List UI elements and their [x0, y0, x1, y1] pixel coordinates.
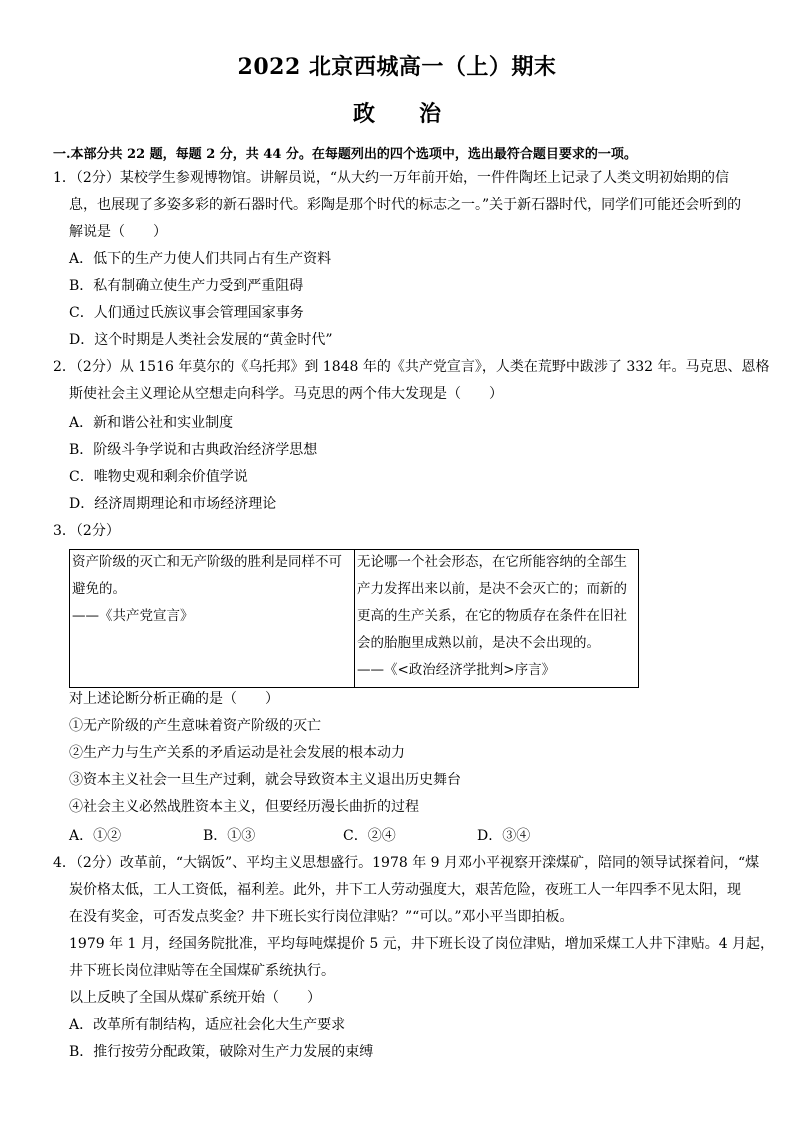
section-intro: 一.本部分共 22 题，每题 2 分，共 44 分。在每题列出的四个选项中，选出最符合题目要求的一项。 [53, 147, 637, 162]
q4-stem-line-3: 在没有奖金，可否发点奖金？井下班长实行岗位津贴？”“可以。”邓小平当即拍板。 [69, 909, 574, 925]
right-cell-source: ——《<政治经济学批判>序言》 [357, 662, 556, 678]
page-title: 2022 北京西城高一（上）期末 [237, 54, 557, 80]
q4-stem-line-4: 1979 年 1 月，经国务院批准，平均每吨煤提价 5 元，井下班长设了岗位津贴，增加采煤工人井下津贴。4 月起， [69, 936, 775, 952]
right-cell-line-4: 会的胎胞里成熟以前，是决不会出现的。 [357, 635, 600, 651]
q2-option-a: A．新和谐公社和实业制度 [69, 415, 234, 431]
q1-option-b: B．私有制确立使生产力受到严重阻碍 [69, 278, 304, 294]
q3-statement-2: ②生产力与生产关系的矛盾运动是社会发展的根本动力 [69, 745, 405, 761]
q4-stem-line-5: 井下班长岗位津贴等在全国煤矿系统执行。 [69, 963, 335, 979]
left-cell-source: ——《共产党宣言》 [72, 608, 194, 624]
q4-option-a: A．改革所有制结构，适应社会化大生产要求 [69, 1017, 346, 1033]
q1-stem-line-3: 解说是（ ） [69, 224, 167, 240]
q2-option-d: D．经济周期理论和市场经济理论 [69, 496, 277, 512]
q3-stem: 3．（2分） [53, 523, 120, 539]
q4-question: 以上反映了全国从煤矿系统开始（ ） [69, 990, 321, 1006]
q3-option-c: C．②④ [343, 828, 396, 844]
q4-option-b: B．推行按劳分配政策，破除对生产力发展的束缚 [69, 1044, 374, 1060]
q1-option-c: C．人们通过氏族议事会管理国家事务 [69, 305, 304, 321]
q3-option-d: D．③④ [477, 828, 531, 844]
q3-statement-3: ③资本主义社会一旦生产过剩，就会导致资本主义退出历史舞台 [69, 772, 461, 788]
q3-statement-4: ④社会主义必然战胜资本主义，但要经历漫长曲折的过程 [69, 799, 419, 815]
quote-table [69, 549, 639, 688]
q3-question: 对上述论断分析正确的是（ ） [69, 691, 279, 707]
left-cell-line-2: 避免的。 [72, 581, 126, 597]
q2-stem-line-1: 2．（2分）从 1516 年莫尔的《乌托邦》到 1848 年的《共产党宣言》，人类在荒野中跋涉了 332 年。马克思、恩格 [53, 359, 770, 375]
left-cell-line-1: 资产阶级的灭亡和无产阶级的胜利是同样不可 [72, 554, 342, 570]
table-divider [354, 550, 355, 687]
q1-option-d: D．这个时期是人类社会发展的“黄金时代” [69, 332, 333, 348]
subject-title: 政治 [352, 101, 485, 127]
q1-stem-line-1: 1．（2分）某校学生参观博物馆。讲解员说，“从大约一万年前开始，一件件陶坯上记录了人类文明初始期的信 [53, 170, 729, 186]
q3-option-a: A．①② [69, 828, 122, 844]
q4-stem-line-1: 4．（2分）改革前，“大锅饭”、平均主义思想盛行。1978 年 9 月邓小平视察开滦煤矿，陪同的领导试探着问，“煤 [53, 855, 760, 871]
q1-option-a: A．低下的生产力使人们共同占有生产资料 [69, 251, 332, 267]
q2-option-b: B．阶级斗争学说和古典政治经济学思想 [69, 442, 318, 458]
q1-stem-line-2: 息，也展现了多姿多彩的新石器时代。彩陶是那个时代的标志之一。”关于新石器时代，同学们可能还会听到的 [69, 197, 742, 213]
q3-option-b: B．①③ [203, 828, 256, 844]
q2-stem-line-2: 斯使社会主义理论从空想走向科学。马克思的两个伟大发现是（ ） [69, 386, 503, 402]
q4-stem-line-2: 炭价格太低，工人工资低，福利差。此外，井下工人劳动强度大，艰苦危险，夜班工人一年四季不见太阳，现 [69, 882, 741, 898]
q2-option-c: C．唯物史观和剩余价值学说 [69, 469, 248, 485]
q3-statement-1: ①无产阶级的产生意味着资产阶级的灭亡 [69, 718, 321, 734]
right-cell-line-1: 无论哪一个社会形态，在它所能容纳的全部生 [357, 554, 627, 570]
right-cell-line-2: 产力发挥出来以前，是决不会灭亡的；而新的 [357, 581, 627, 597]
right-cell-line-3: 更高的生产关系，在它的物质存在条件在旧社 [357, 608, 627, 624]
